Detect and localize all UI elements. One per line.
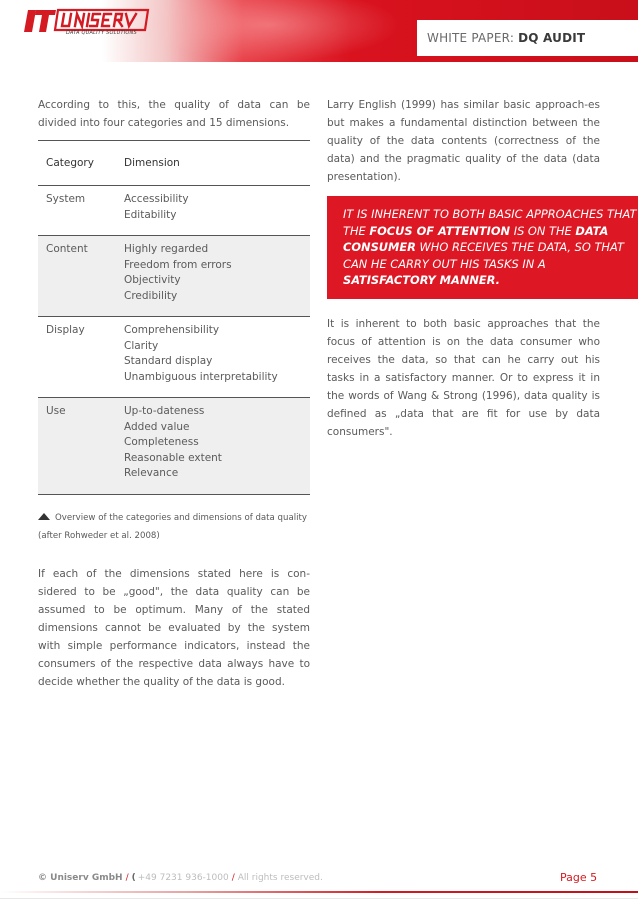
- right-body-paragraph: It is inherent to both basic approaches that the focus of attention is on the data consumer who receives the data, so that can he carry out his tasks in a satisfactory manner. Or to express it in the words of Wang & Strong (1996), data quality is defined as „data that are fit for use by data consumers".: [327, 317, 600, 438]
- dimension-item: Added value: [124, 420, 190, 433]
- table-header-category: Category: [38, 141, 116, 186]
- left-body-paragraph: If each of the dimensions stated here is con-sidered to be „good", the data quality can be assumed to be optimum. Many of the stated dimensions cannot be evaluated by the system with simple performance indicators, instead the consumers of the respective data always have to decide whether the quality of the data is good.: [38, 567, 310, 688]
- table-cell-dimensions: [116, 317, 310, 398]
- logo-tagline: DATA QUALITY SOLUTIONS: [66, 30, 137, 36]
- table-cell-category: Content: [38, 236, 116, 317]
- page-number: Page 5: [560, 871, 598, 884]
- title-strong: DQ AUDIT: [518, 31, 586, 45]
- footer-rights: All rights reserved.: [237, 873, 323, 883]
- dimension-item: Accessibility: [124, 193, 189, 205]
- table-row: [38, 186, 310, 236]
- footer-separator: /: [231, 873, 235, 883]
- table-header-dimension: Dimension: [116, 141, 310, 186]
- dimension-item: Comprehensibility: [124, 324, 220, 336]
- left-intro-paragraph: According to this, the quality of data can be divided into four categories and 15 dimensions.: [38, 99, 310, 129]
- table-cell-dimensions: [116, 186, 310, 236]
- title-prefix: WHITE PAPER:: [427, 31, 519, 45]
- footer-phone[interactable]: +49 7231 936-1000: [137, 873, 229, 883]
- table-cell-category: Display: [38, 317, 116, 398]
- left-column: [38, 96, 310, 691]
- quote-text: IT IS INHERENT TO BOTH BASIC APPROACHES THAT THE: [343, 207, 637, 238]
- right-column: [327, 96, 637, 441]
- footer: [38, 873, 323, 883]
- table-caption: [38, 509, 310, 545]
- quote-text: IS ON THE: [510, 223, 576, 238]
- dimension-item: Relevance: [124, 467, 179, 479]
- table-row: [38, 236, 310, 317]
- table-cell-dimensions: [116, 398, 310, 495]
- footer-divider: [0, 891, 638, 893]
- dimension-item: Highly regarded: [124, 243, 209, 255]
- dimension-item: Completeness: [124, 436, 199, 448]
- dq-dimensions-table: [38, 140, 310, 495]
- dimension-item: Freedom from errors: [124, 258, 232, 271]
- table-cell-category: Use: [38, 398, 116, 495]
- table-row: [38, 398, 310, 495]
- quote-text: WHO RECEIVES THE DATA, SO THAT CAN HE CARRY OUT HIS TASKS IN A: [343, 240, 624, 271]
- table-row: [38, 317, 310, 398]
- dimension-item: Up-to-dateness: [124, 405, 205, 417]
- document-title: [427, 31, 585, 45]
- quote-emphasis: SATISFACTORY MANNER.: [343, 273, 500, 287]
- dimension-item: Unambiguous interpretability: [124, 370, 278, 383]
- table-header-row: [38, 141, 310, 186]
- table-cell-category: System: [38, 186, 116, 236]
- dimension-item: Credibility: [124, 289, 178, 302]
- caption-text: Overview of the categories and dimensions of data quality (after Rohweder et al. 2008): [38, 512, 307, 541]
- triangle-up-icon: [38, 513, 50, 520]
- phone-icon: (: [131, 873, 136, 883]
- pull-quote: [327, 196, 638, 299]
- quote-emphasis: FOCUS OF ATTENTION: [369, 223, 511, 238]
- dimension-item: Reasonable extent: [124, 451, 222, 464]
- header-highlight: [140, 0, 400, 62]
- quote-emphasis: DATA CONSUMER: [343, 223, 609, 254]
- right-intro-paragraph: Larry English (1999) has similar basic approach-es but makes a fundamental distinction between the quality of the data contents (correctness of the data) and the pragmatic quality of the data (data presentation).: [327, 99, 600, 183]
- uniserv-logo[interactable]: [22, 6, 152, 42]
- table-cell-dimensions: [116, 236, 310, 317]
- footer-company: © Uniserv GmbH: [38, 873, 123, 883]
- dimension-item: Objectivity: [124, 274, 181, 286]
- dimension-item: Editability: [124, 208, 177, 221]
- dimension-item: Standard display: [124, 355, 213, 367]
- footer-separator: /: [125, 873, 129, 883]
- footer-divider-light: [0, 898, 638, 899]
- dimension-item: Clarity: [124, 339, 159, 352]
